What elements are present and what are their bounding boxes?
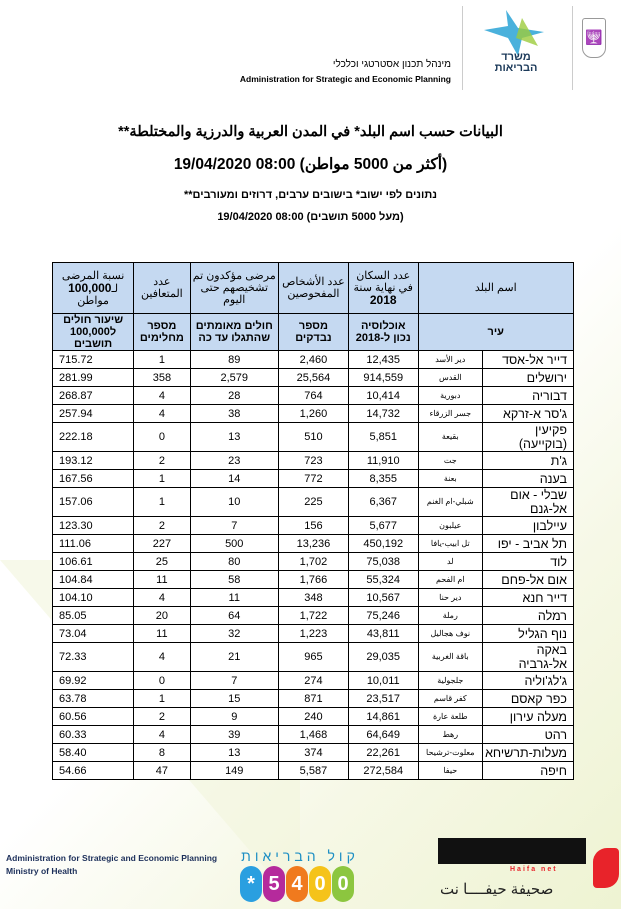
cell-tested: 772 — [278, 470, 348, 488]
table-row — [53, 744, 574, 762]
cell-recovered: 1 — [134, 351, 190, 369]
cell-tested: 13,236 — [278, 535, 348, 553]
cell-tested: 510 — [278, 423, 348, 452]
cell-tested: 1,702 — [278, 553, 348, 571]
cell-population: 5,851 — [348, 423, 418, 452]
table-row — [53, 625, 574, 643]
table-row — [53, 470, 574, 488]
cell-city-hebrew: רמלה — [483, 607, 574, 625]
cell-city-arabic: القدس — [418, 369, 483, 387]
table-row — [53, 423, 574, 452]
table-row — [53, 571, 574, 589]
cell-rate-per-100k: 63.78 — [53, 690, 134, 708]
cell-confirmed: 7 — [190, 672, 278, 690]
cell-recovered: 0 — [134, 672, 190, 690]
cell-rate-per-100k: 193.12 — [53, 452, 134, 470]
cell-rate-per-100k: 715.72 — [53, 351, 134, 369]
cell-recovered: 20 — [134, 607, 190, 625]
cell-confirmed: 14 — [190, 470, 278, 488]
col-header-tested-he: מספר נבדקים — [278, 314, 348, 351]
cell-rate-per-100k: 222.18 — [53, 423, 134, 452]
cell-confirmed: 80 — [190, 553, 278, 571]
table-row — [53, 607, 574, 625]
ministry-name-1: משרד — [501, 51, 531, 63]
watermark-ar: صحيفة حيفــــا نت — [440, 881, 554, 898]
header-row-arabic — [53, 263, 574, 314]
cell-tested: 1,260 — [278, 405, 348, 423]
cell-city-arabic: بعنة — [418, 470, 483, 488]
cell-tested: 723 — [278, 452, 348, 470]
cell-city-hebrew: תל אביב - יפו — [483, 535, 574, 553]
cell-city-hebrew: פקיעין (בוקייעה) — [483, 423, 574, 452]
cell-tested: 1,766 — [278, 571, 348, 589]
cell-confirmed: 28 — [190, 387, 278, 405]
col-header-city-ar: اسم البلد — [418, 263, 574, 314]
hotline-digit: * — [240, 866, 262, 902]
cell-city-arabic: دير الأسد — [418, 351, 483, 369]
cell-rate-per-100k: 123.30 — [53, 517, 134, 535]
footer-dept: Administration for Strategic and Economic Planning — [6, 853, 218, 863]
cell-city-hebrew: דייר חנא — [483, 589, 574, 607]
table-row — [53, 589, 574, 607]
table-row — [53, 708, 574, 726]
hotline-digit: 0 — [309, 866, 331, 902]
hebrew-subtitle: (מעל 5000 תושבים) 08:00 19/04/2020 — [217, 211, 404, 223]
cell-rate-per-100k: 73.04 — [53, 625, 134, 643]
col-header-tested-ar: عدد الأشخاص المفحوصين — [278, 263, 348, 314]
cell-tested: 274 — [278, 672, 348, 690]
rate-header-text: نسبة المرضى لـ — [61, 269, 125, 295]
cell-population: 14,861 — [348, 708, 418, 726]
cell-tested: 871 — [278, 690, 348, 708]
cell-recovered: 47 — [134, 762, 190, 780]
cell-tested: 225 — [278, 488, 348, 517]
cell-population: 64,649 — [348, 726, 418, 744]
table-row — [53, 488, 574, 517]
cell-city-arabic: رملة — [418, 607, 483, 625]
cell-tested: 25,564 — [278, 369, 348, 387]
col-header-confirmed-he: חולים מאומתים שהתגלו עד כה — [190, 314, 278, 351]
cell-recovered: 2 — [134, 452, 190, 470]
cell-rate-per-100k: 60.56 — [53, 708, 134, 726]
cell-city-hebrew: באקה אל-גרביה — [483, 643, 574, 672]
cell-tested: 2,460 — [278, 351, 348, 369]
arabic-title: البيانات حسب اسم البلد* في المدن العربية والدرزية والمختلطة** — [118, 124, 503, 140]
cell-recovered: 4 — [134, 726, 190, 744]
table-row — [53, 643, 574, 672]
hebrew-title: נתונים לפי ישוב* בישובים ערבים, דרוזים ומעורבים** — [183, 189, 438, 201]
haifa-net-watermark — [430, 820, 621, 909]
cell-city-arabic: حيفا — [418, 762, 483, 780]
table-row — [53, 672, 574, 690]
col-header-population-he: אוכלוסיה נכון ל-2018 — [348, 314, 418, 351]
cell-confirmed: 2,579 — [190, 369, 278, 387]
cell-population: 272,584 — [348, 762, 418, 780]
cell-rate-per-100k: 157.06 — [53, 488, 134, 517]
cell-rate-per-100k: 111.06 — [53, 535, 134, 553]
cell-recovered: 8 — [134, 744, 190, 762]
cell-city-hebrew: ג'לג'וליה — [483, 672, 574, 690]
cell-recovered: 1 — [134, 690, 190, 708]
cell-population: 55,324 — [348, 571, 418, 589]
cell-population: 23,517 — [348, 690, 418, 708]
cell-recovered: 227 — [134, 535, 190, 553]
table-row — [53, 351, 574, 369]
table-row — [53, 517, 574, 535]
rate-header-number: 100,000 — [68, 280, 112, 295]
star-logo-icon — [478, 8, 548, 56]
table-row — [53, 690, 574, 708]
cell-city-hebrew: מעלות-תרשיחא — [483, 744, 574, 762]
col-header-rate-he: שיעור חולים ל100,000 תושבים — [53, 314, 134, 351]
cell-confirmed: 500 — [190, 535, 278, 553]
header-divider — [462, 6, 463, 90]
table-row — [53, 762, 574, 780]
dept-english: Administration for Strategic and Economic Planning — [239, 74, 451, 84]
dept-hebrew: מינהל תכנון אסטרטגי וכלכלי — [332, 59, 451, 70]
cell-recovered: 0 — [134, 423, 190, 452]
col-header-city-he: עיר — [418, 314, 574, 351]
cell-tested: 1,722 — [278, 607, 348, 625]
table-row — [53, 535, 574, 553]
rate-header-suffix: مواطن — [77, 294, 109, 307]
cell-city-hebrew: ג'סר א-זרקא — [483, 405, 574, 423]
cell-city-arabic: جلجولية — [418, 672, 483, 690]
cell-confirmed: 11 — [190, 589, 278, 607]
table-row — [53, 553, 574, 571]
cell-recovered: 25 — [134, 553, 190, 571]
watermark-red-mark — [593, 848, 619, 888]
cell-recovered: 11 — [134, 625, 190, 643]
cell-tested: 348 — [278, 589, 348, 607]
cell-city-hebrew: אום אל-פחם — [483, 571, 574, 589]
header-row-hebrew — [53, 314, 574, 351]
cell-confirmed: 23 — [190, 452, 278, 470]
cell-population: 11,910 — [348, 452, 418, 470]
cell-tested: 965 — [278, 643, 348, 672]
cell-recovered: 2 — [134, 517, 190, 535]
cell-confirmed: 58 — [190, 571, 278, 589]
cell-rate-per-100k: 167.56 — [53, 470, 134, 488]
cell-population: 43,811 — [348, 625, 418, 643]
cell-population: 10,567 — [348, 589, 418, 607]
col-header-confirmed-ar: مرضى مؤكدون تم تشخيصهم حتى اليوم — [190, 263, 278, 314]
kol-habriut-logo — [240, 848, 360, 902]
cell-rate-per-100k: 54.66 — [53, 762, 134, 780]
cell-city-hebrew: שבלי - אום אל-גנם — [483, 488, 574, 517]
cell-city-arabic: رهط — [418, 726, 483, 744]
cell-city-hebrew: מעלה עירון — [483, 708, 574, 726]
cell-city-arabic: بقيعة — [418, 423, 483, 452]
cell-confirmed: 7 — [190, 517, 278, 535]
cell-population: 450,192 — [348, 535, 418, 553]
cell-population: 14,732 — [348, 405, 418, 423]
cell-confirmed: 13 — [190, 744, 278, 762]
col-header-rate-ar — [53, 263, 134, 314]
cell-population: 75,246 — [348, 607, 418, 625]
hotline-digit: 5 — [263, 866, 285, 902]
cell-population: 5,677 — [348, 517, 418, 535]
cell-rate-per-100k: 104.84 — [53, 571, 134, 589]
cell-population: 8,355 — [348, 470, 418, 488]
cell-rate-per-100k: 58.40 — [53, 744, 134, 762]
cell-recovered: 11 — [134, 571, 190, 589]
cell-population: 12,435 — [348, 351, 418, 369]
hotline-digit: 4 — [286, 866, 308, 902]
cell-city-arabic: جسر الزرقاء — [418, 405, 483, 423]
cell-recovered: 358 — [134, 369, 190, 387]
cell-rate-per-100k: 106.61 — [53, 553, 134, 571]
cell-recovered: 1 — [134, 470, 190, 488]
watermark-en: Haifa net — [510, 866, 558, 873]
kol-label: קול הבריאות — [241, 848, 359, 864]
cell-city-arabic: كفر قاسم — [418, 690, 483, 708]
ministry-name-2: הבריאות — [494, 62, 538, 74]
cell-city-hebrew: ג'ת — [483, 452, 574, 470]
cell-rate-per-100k: 281.99 — [53, 369, 134, 387]
cell-city-arabic: نوف هجاليل — [418, 625, 483, 643]
col-header-recovered-he: מספר מחלימים — [134, 314, 190, 351]
cell-confirmed: 89 — [190, 351, 278, 369]
cell-confirmed: 10 — [190, 488, 278, 517]
cell-city-hebrew: נוף הגליל — [483, 625, 574, 643]
cell-city-arabic: طلعة عارة — [418, 708, 483, 726]
cell-city-hebrew: רהט — [483, 726, 574, 744]
cell-tested: 1,468 — [278, 726, 348, 744]
cell-city-hebrew: כפר קאסם — [483, 690, 574, 708]
pop-header-text: عدد السكان في نهاية سنة — [353, 269, 413, 294]
cell-recovered: 4 — [134, 405, 190, 423]
cell-recovered: 1 — [134, 488, 190, 517]
table-body — [53, 351, 574, 780]
cell-city-hebrew: דבוריה — [483, 387, 574, 405]
cell-population: 10,414 — [348, 387, 418, 405]
cell-confirmed: 38 — [190, 405, 278, 423]
cell-city-arabic: عيلبون — [418, 517, 483, 535]
cell-rate-per-100k: 69.92 — [53, 672, 134, 690]
cell-confirmed: 9 — [190, 708, 278, 726]
cell-population: 75,038 — [348, 553, 418, 571]
hotline-digit: 0 — [332, 866, 354, 902]
cell-rate-per-100k: 257.94 — [53, 405, 134, 423]
cell-city-arabic: لد — [418, 553, 483, 571]
cell-city-arabic: تل ابيب-يافا — [418, 535, 483, 553]
cell-recovered: 4 — [134, 589, 190, 607]
header-department — [240, 58, 451, 86]
cell-tested: 156 — [278, 517, 348, 535]
cell-population: 914,559 — [348, 369, 418, 387]
cell-city-hebrew: לוד — [483, 553, 574, 571]
arabic-subtitle: (أكثر من 5000 مواطن) 08:00 19/04/2020 — [173, 156, 448, 173]
table-row — [53, 726, 574, 744]
cell-city-arabic: شبلي-ام الغنم — [418, 488, 483, 517]
hotline-number — [240, 866, 360, 902]
cell-city-arabic: دبورية — [418, 387, 483, 405]
cell-tested: 1,223 — [278, 625, 348, 643]
cell-confirmed: 13 — [190, 423, 278, 452]
col-header-recovered-ar: عدد المتعافين — [134, 263, 190, 314]
cell-city-arabic: جت — [418, 452, 483, 470]
cell-city-hebrew: דייר אל-אסד — [483, 351, 574, 369]
cell-rate-per-100k: 72.33 — [53, 643, 134, 672]
cell-recovered: 4 — [134, 643, 190, 672]
cell-confirmed: 32 — [190, 625, 278, 643]
cell-confirmed: 21 — [190, 643, 278, 672]
col-header-population-ar — [348, 263, 418, 314]
cell-city-hebrew: עיילבון — [483, 517, 574, 535]
watermark-bar — [438, 838, 586, 864]
cell-city-hebrew: בענה — [483, 470, 574, 488]
cell-confirmed: 64 — [190, 607, 278, 625]
table-row — [53, 387, 574, 405]
cell-city-arabic: معلوت-ترشيحا — [418, 744, 483, 762]
state-emblem-icon: 🕎 — [582, 18, 606, 58]
cell-tested: 764 — [278, 387, 348, 405]
cell-confirmed: 39 — [190, 726, 278, 744]
cell-rate-per-100k: 60.33 — [53, 726, 134, 744]
cell-city-arabic: دير حنا — [418, 589, 483, 607]
cell-rate-per-100k: 268.87 — [53, 387, 134, 405]
cell-confirmed: 149 — [190, 762, 278, 780]
cell-city-arabic: باقة الغربية — [418, 643, 483, 672]
cell-city-arabic: ام الفحم — [418, 571, 483, 589]
cell-recovered: 4 — [134, 387, 190, 405]
cell-tested: 5,587 — [278, 762, 348, 780]
cell-confirmed: 15 — [190, 690, 278, 708]
pop-header-year: 2018 — [369, 292, 397, 307]
data-table — [52, 262, 574, 780]
footer-english — [6, 852, 217, 878]
footer-ministry: Ministry of Health — [6, 866, 78, 876]
table-row — [53, 452, 574, 470]
cell-population: 6,367 — [348, 488, 418, 517]
table-row — [53, 369, 574, 387]
cell-tested: 240 — [278, 708, 348, 726]
cell-population: 22,261 — [348, 744, 418, 762]
ministry-of-health-logo — [478, 8, 558, 80]
cell-recovered: 2 — [134, 708, 190, 726]
cell-population: 29,035 — [348, 643, 418, 672]
cell-rate-per-100k: 85.05 — [53, 607, 134, 625]
table-row — [53, 405, 574, 423]
cell-rate-per-100k: 104.10 — [53, 589, 134, 607]
cell-tested: 374 — [278, 744, 348, 762]
cell-population: 10,011 — [348, 672, 418, 690]
cell-city-hebrew: ירושלים — [483, 369, 574, 387]
header-divider — [572, 6, 573, 90]
cell-city-hebrew: חיפה — [483, 762, 574, 780]
